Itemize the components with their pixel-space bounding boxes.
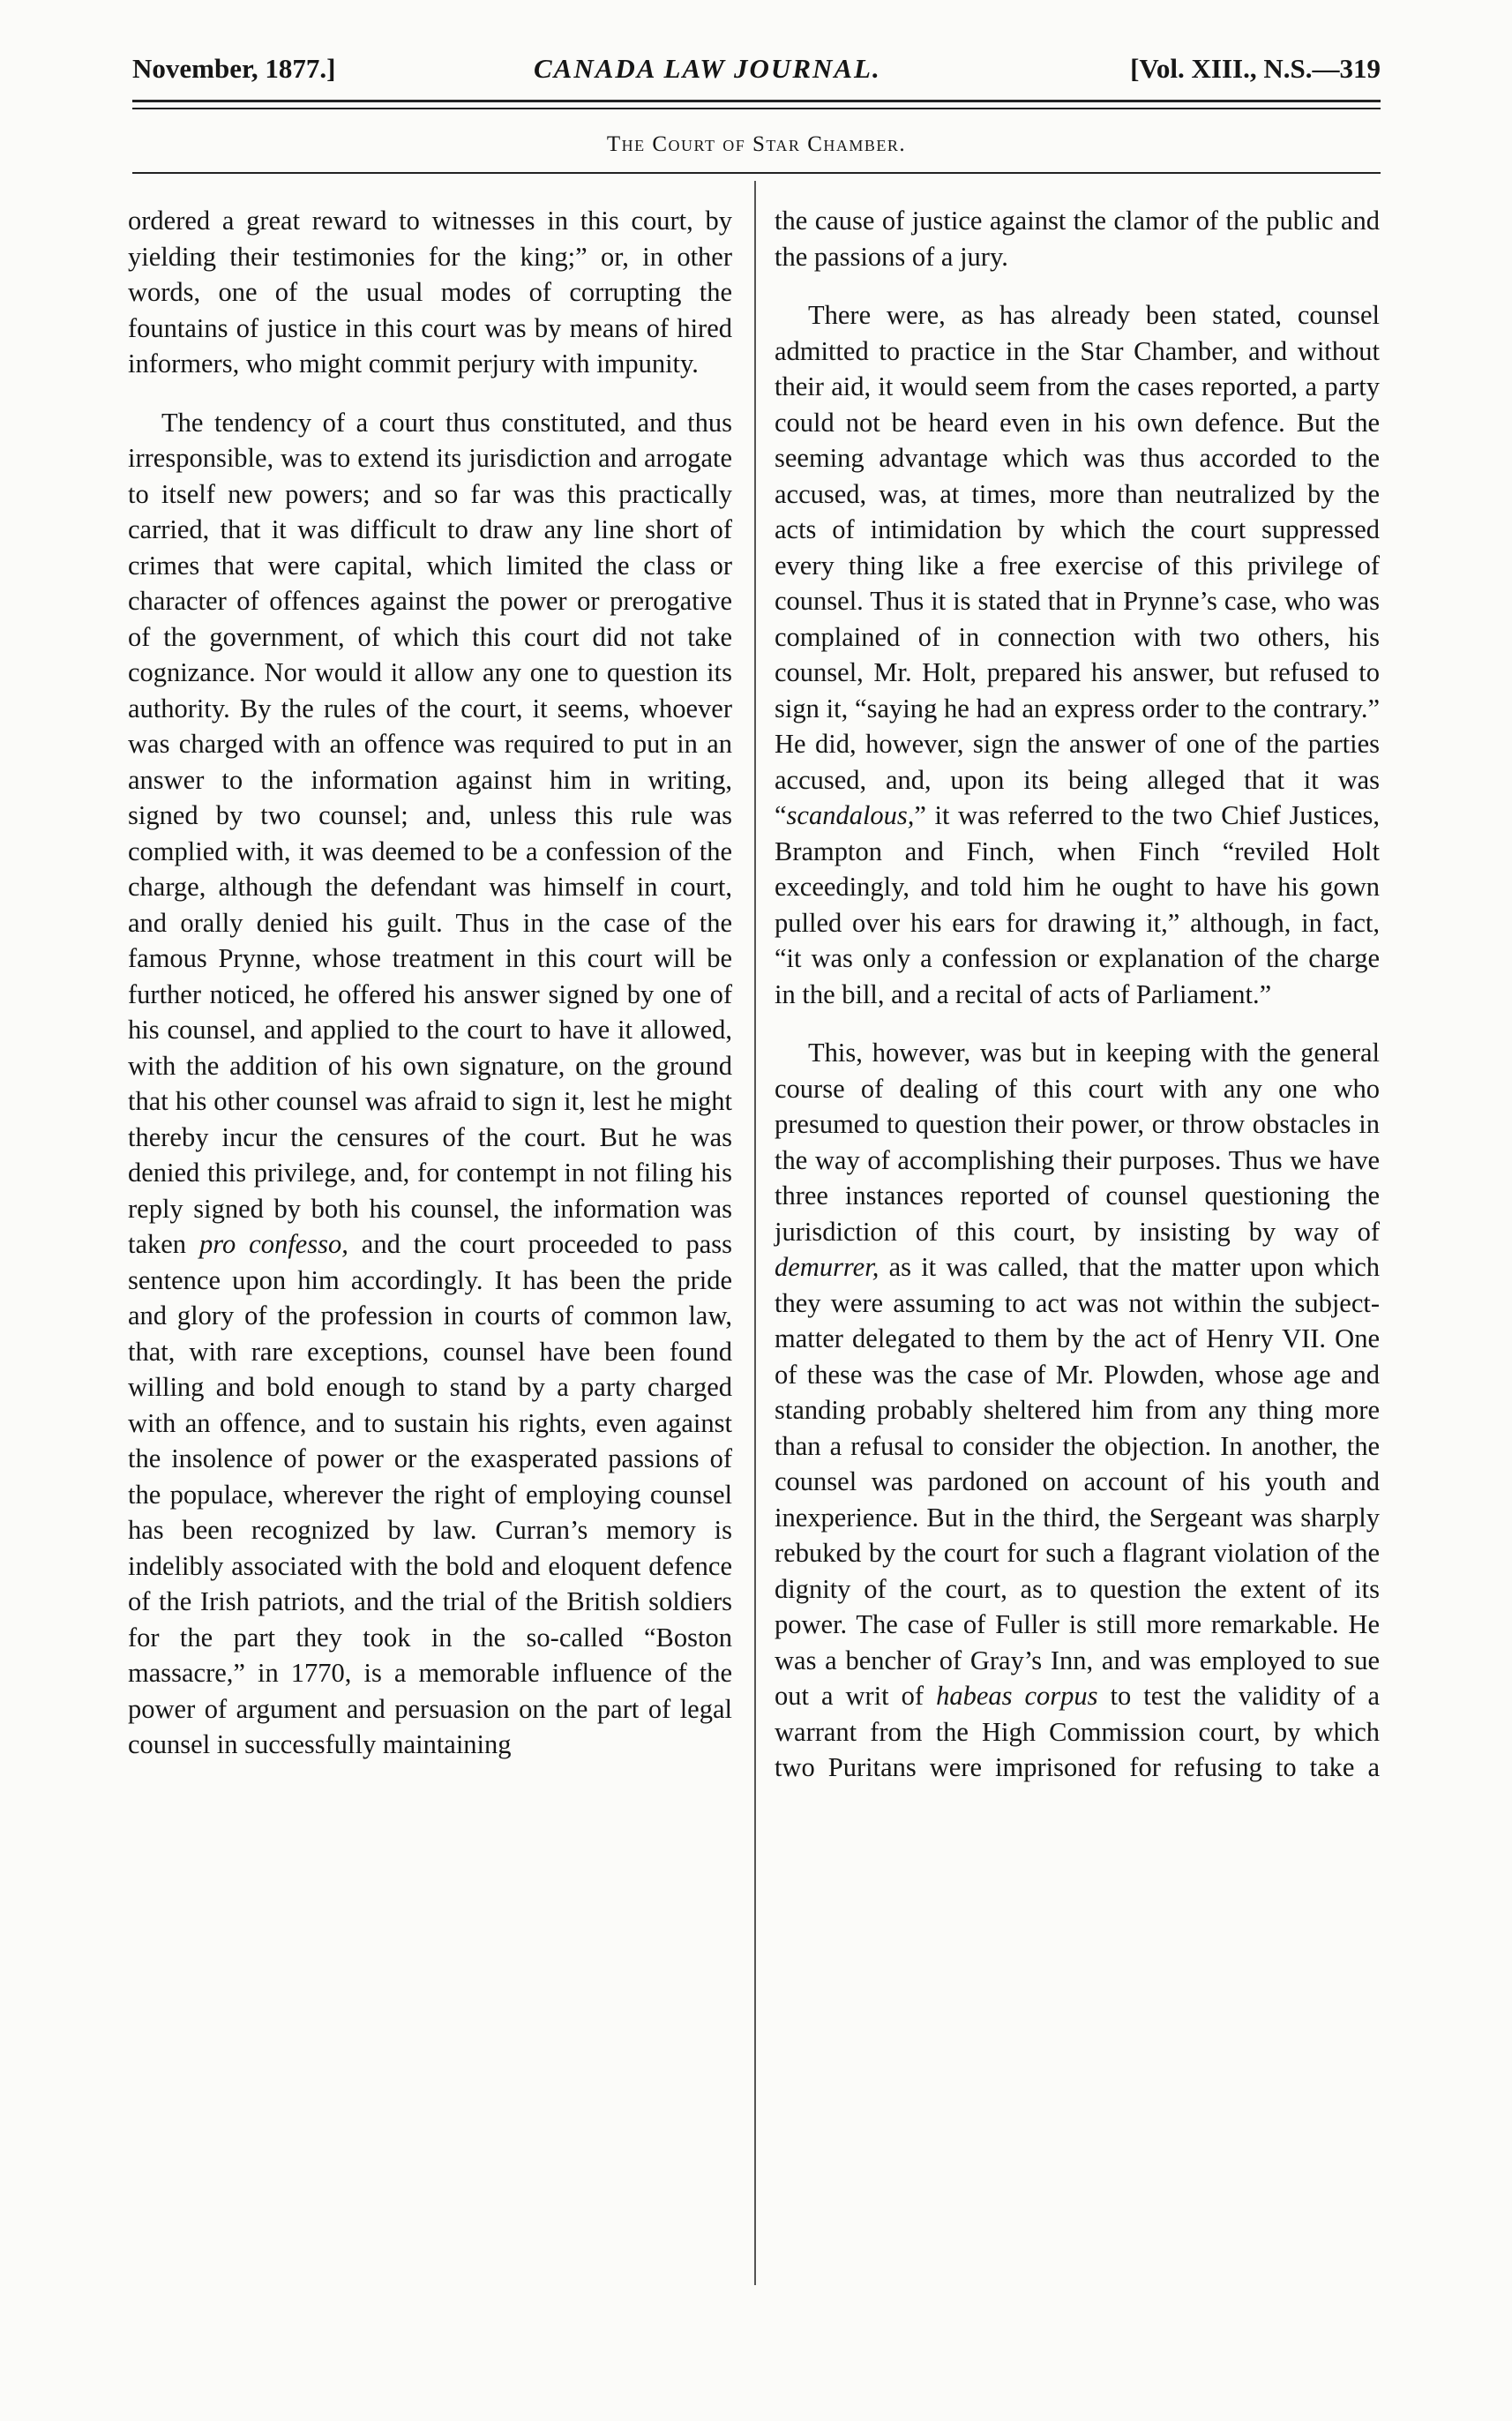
running-head [132,53,1381,92]
header-rule-thick [132,100,1381,102]
paragraph-text: and the court proceeded to pass sentence upon him accordingly. It has been the pride and glory of the profession in courts of common law, that, with rare exceptions, counsel have been found willing and bold enough to stand by a party charged with an offence, and to sustain his rights, even against the insolence of power or the exasperated passions of the populace, wherever the right of employing counsel has been recognized by law. Curran’s memory is indelibly associated with the bold and eloquent defence of the Irish patriots, and the trial of the British soldiers for the part they took in the so-called “Boston massacre,” in 1770, is a memorable influence of the power of argument and persuasion on the part of legal counsel in successfully maintaining [128,1229,732,1759]
volume-page-number: [Vol. XIII., N.S.—319 [1130,53,1381,84]
section-rule [132,172,1381,174]
italic-term: demurrer, [775,1252,880,1282]
paragraph-text: This, however, was but in keeping with the general course of dealing of this court with any one who presumed to question their power, or throw obstacles in the way of accomplishing their purposes. Thus we have three instances reported of counsel questioning the jurisdiction of this court, by insisting by way of [775,1038,1380,1247]
paragraph-text: to test the validity of a warrant from the High Commission court, by which two Puritans were imprisoned for refusing to take a [775,1681,1381,1782]
header-date: November, 1877.] [132,53,336,84]
paragraph [775,203,1380,274]
italic-term: scandalous, [786,800,915,830]
paragraph [775,1035,1380,1786]
paragraph-text: as it was called, that the matter upon which they were assuming to act was not within the subject-matter delegated to them by the act of Henry VII. One of these was the case of Mr. Plowden, whose age and standing probably sheltered him from any thing more than a refusal to consider the objection. In another, the counsel was pardoned on account of his youth and inexperience. But in the third, the Sergeant was sharply rebuked by the court for such a flagrant violation of the dignity of the court, as to question the extent of its power. The case of Fuller is still more remarkable. He was a bencher of Gray’s Inn, and was employed to sue out a writ of [775,1252,1380,1711]
paragraph [128,405,732,1763]
left-column [128,203,732,1763]
section-title: The Court of Star Chamber. [606,132,907,156]
paragraph [775,297,1380,1012]
paragraph-text: ” it was referred to the two Chief Justices, Brampton and Finch, when Finch “reviled Holt exceedingly, and told him he ought to have his gown pulled over his ears for drawing it,” although, in fact, “it was only a confession or explanation of the charge in the bill, and a recital of acts of Parliament.” [775,800,1380,1009]
paragraph-text: The tendency of a court thus constituted, and thus irresponsible, was to extend its jurisdiction and arrogate to itself new powers; and so far was this practically carried, that it was difficult to draw any line short of crimes that were capital, which limited the class or character of offences against the power or prerogative of the government, of which this court did not take cognizance. Nor would it allow any one to question its authority. By the rules of the court, it seems, whoever was charged with an offence was required to put in an answer to the information against him in writing, signed by two counsel; and, unless this rule was complied with, it was deemed to be a confession of the charge, although the defendant was himself in court, and orally denied his guilt. Thus in the case of the famous Prynne, whose treatment in this court will be further noticed, he offered his answer signed by one of his counsel, and applied to the court to have it allowed, with the addition of his own signature, on the ground that his other counsel was afraid to sign it, lest he might thereby incur the censures of the court. But he was denied this privilege, and, for contempt in not filing his reply signed by both his counsel, the information was taken [128,407,732,1259]
header-rule-thin [132,108,1381,109]
right-column [775,203,1380,1786]
journal-title: CANADA LAW JOURNAL. [534,53,881,84]
paragraph [128,203,732,382]
column-divider [754,181,756,2285]
italic-term: pro confesso, [199,1229,348,1259]
paragraph-text: There were, as has already been stated, counsel admitted to practice in the Star Chamber, and without their aid, it would seem from the cases reported, a party could not be heard even in his own defence. But the seeming advantage which was thus accorded to the accused, was, at times, more than neutralized by the acts of intimidation by which the court suppressed every thing like a free exercise of this privilege of counsel. Thus it is stated that in Prynne’s case, who was complained of in connection with two others, his counsel, Mr. Holt, prepared his answer, but refused to sign it, “saying he had an express order to the contrary.” He did, however, sign the answer of one of the parties accused, and, upon its being alleged that it was “ [775,300,1380,830]
paragraph-text: the cause of justice against the clamor of the public and the passions of a jury. [775,206,1380,272]
italic-term: habeas corpus [936,1681,1098,1711]
paragraph-text: ordered a great reward to witnesses in this court, by yielding their testimonies for the king;” or, in other words, one of the usual modes of corrupting the fountains of justice in this court was by means of hired informers, who might commit perjury with impunity. [128,206,732,379]
